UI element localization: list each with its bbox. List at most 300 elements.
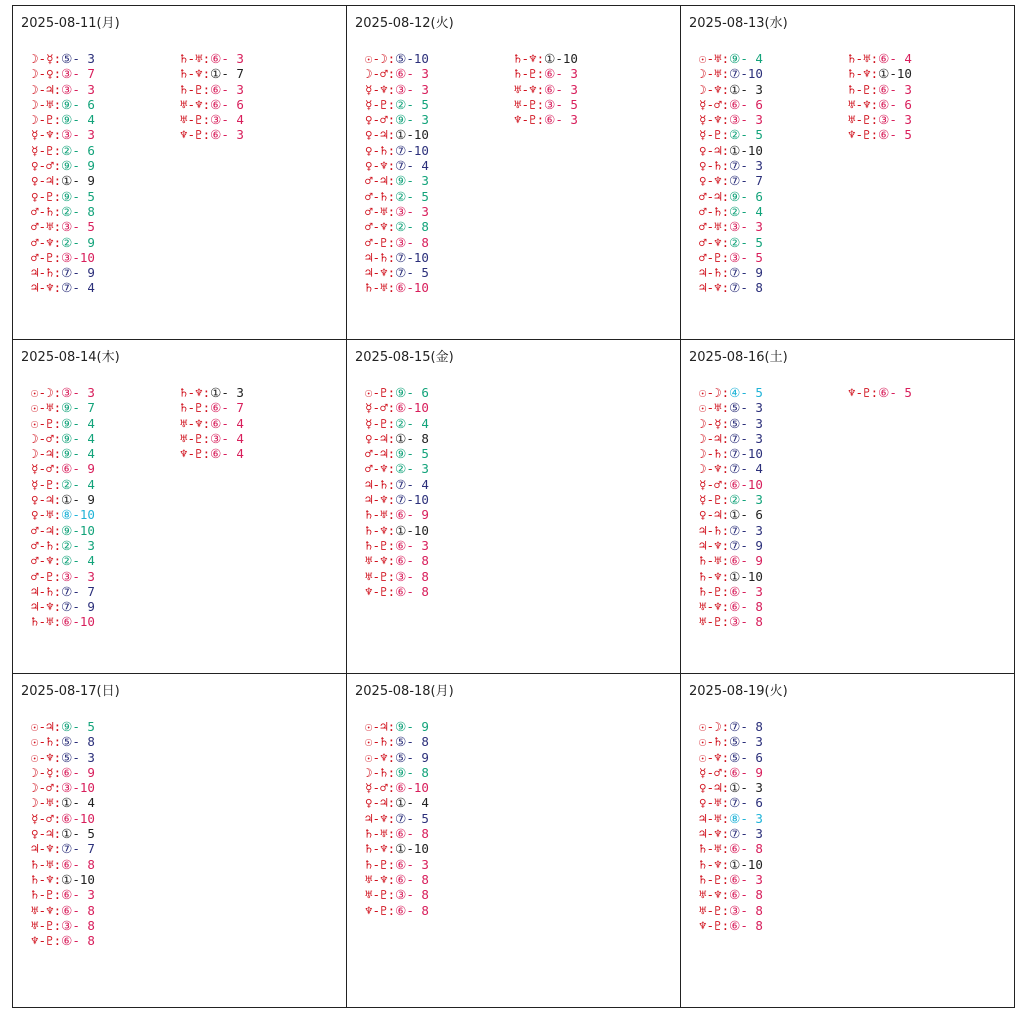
aspect-value: - 3	[555, 112, 578, 128]
planet-b: ♆	[529, 81, 537, 97]
aspect-symbol: ⑤	[61, 749, 73, 765]
aspect-value: - 3	[221, 385, 244, 400]
planet-a: ♂	[31, 219, 39, 235]
planet-b: ♆	[46, 127, 54, 143]
aspect-symbol: ⑦	[729, 461, 741, 477]
planet-b: ♂	[46, 810, 54, 826]
aspect-row: ♄-♆:①-10	[848, 66, 912, 82]
planet-a: ☽	[31, 81, 39, 97]
planet-b: ♅	[46, 795, 54, 811]
day-cell	[347, 6, 681, 340]
aspect-symbol: ⑥	[878, 96, 890, 112]
aspect-row: ♃-♆:⑦- 9	[699, 537, 763, 553]
planet-b: ♄	[46, 734, 54, 750]
aspect-row: ☽-♂:⑥- 3	[365, 66, 429, 82]
aspect-row: ☽-♄:⑦-10	[699, 446, 763, 462]
aspect-symbol: ⑦	[729, 173, 741, 189]
planet-b: ♆	[380, 219, 388, 235]
planet-a: ♀	[31, 158, 39, 174]
aspect-row: ♄-♆:①-10	[514, 51, 578, 66]
aspect-column-left	[699, 719, 763, 933]
planet-b: ♆	[714, 599, 722, 615]
aspect-row: ♄-♅:⑥-10	[31, 614, 95, 630]
planet-a: ♄	[180, 81, 188, 97]
aspect-symbol: ③	[395, 568, 407, 584]
aspect-value: - 9	[72, 599, 95, 615]
aspect-value: - 9	[740, 764, 763, 780]
aspect-row: ☿-♇:②- 5	[699, 127, 763, 143]
day-cell	[681, 340, 1015, 674]
day-date: 2025-08-15(金)	[355, 350, 454, 365]
aspect-row: ☿-♂:⑥-10	[365, 780, 429, 796]
aspect-value: - 3	[406, 203, 429, 219]
aspect-symbol: ⑦	[395, 142, 407, 158]
planet-b: ♆	[529, 51, 537, 66]
planet-b: ♆	[714, 81, 722, 97]
aspect-symbol: ⑤	[395, 734, 407, 750]
aspect-symbol: ③	[210, 112, 222, 128]
planet-a: ♄	[365, 507, 373, 523]
aspect-row: ☽-♃:⑦- 3	[699, 430, 763, 446]
planet-b: ♄	[46, 583, 54, 599]
planet-b: ♆	[195, 96, 203, 112]
aspect-symbol: ⑦	[729, 446, 741, 462]
planet-a: ♀	[699, 173, 707, 189]
planet-b: ♆	[714, 112, 722, 128]
planet-b: ♆	[863, 96, 871, 112]
planet-a: ♅	[365, 553, 373, 569]
aspect-row: ♀-♃:①- 5	[31, 826, 95, 842]
aspect-value: - 4	[72, 553, 95, 569]
aspect-value: - 3	[72, 568, 95, 584]
aspect-value: - 3	[406, 856, 429, 872]
aspect-row: ☉-♆:⑤- 3	[31, 749, 95, 765]
aspect-symbol: ⑨	[729, 51, 741, 66]
aspect-row: ♄-♆:①-10	[365, 841, 429, 857]
aspect-row: ♃-♆:⑦- 5	[365, 265, 429, 281]
aspect-value: -10	[406, 249, 429, 265]
planet-b: ♆	[46, 234, 54, 250]
aspect-symbol: ⑥	[395, 902, 407, 918]
aspect-row: ☉-♅:⑨- 7	[31, 400, 95, 416]
aspect-symbol: ③	[729, 112, 741, 128]
aspect-value: - 5	[740, 127, 763, 143]
aspect-value: - 8	[740, 599, 763, 615]
planet-b: ♂	[46, 780, 54, 796]
aspect-symbol: ③	[61, 780, 73, 796]
aspect-column-left	[31, 385, 95, 630]
aspect-row: ♀-♅:⑧-10	[31, 507, 95, 523]
aspect-value: - 8	[406, 871, 429, 887]
planet-a: ♂	[31, 249, 39, 265]
aspect-symbol: ⑥	[395, 856, 407, 872]
aspect-row: ☿-♇:②- 3	[699, 492, 763, 508]
planet-a: ♄	[699, 553, 707, 569]
planet-b: ♇	[714, 492, 722, 508]
planet-a: ♅	[31, 902, 39, 918]
aspect-value: - 8	[406, 826, 429, 842]
aspect-value: -10	[406, 400, 429, 416]
planet-a: ☉	[699, 719, 707, 734]
planet-a: ♆	[365, 583, 373, 599]
planet-b: ♆	[46, 280, 54, 296]
aspect-value: -10	[72, 507, 95, 523]
day-cell	[13, 6, 347, 340]
aspect-row: ♄-♅:⑥- 8	[699, 841, 763, 857]
aspect-value: - 6	[221, 96, 244, 112]
planet-a: ♃	[31, 265, 39, 281]
aspect-row: ☽-♆:⑦- 4	[699, 461, 763, 477]
aspect-symbol: ⑧	[729, 810, 741, 826]
day-cell	[681, 674, 1015, 1008]
aspect-value: - 3	[555, 66, 578, 82]
aspect-symbol: ⑨	[61, 430, 73, 446]
planet-b: ♇	[380, 234, 388, 250]
aspect-row: ♄-♆:①- 3	[180, 385, 244, 400]
aspect-symbol: ⑥	[395, 583, 407, 599]
planet-a: ♃	[699, 810, 707, 826]
aspect-value: - 5	[740, 385, 763, 400]
planet-b: ♂	[714, 764, 722, 780]
planet-b: ♆	[380, 265, 388, 281]
aspect-row: ☿-♂:⑥-10	[31, 810, 95, 826]
planet-a: ☿	[699, 112, 707, 128]
aspect-value: - 3	[72, 887, 95, 903]
aspect-row: ♂-♅:③- 5	[31, 219, 95, 235]
planet-a: ♀	[31, 188, 39, 204]
planet-a: ☉	[31, 385, 39, 400]
planet-a: ♄	[365, 856, 373, 872]
aspect-symbol: ②	[395, 219, 407, 235]
aspect-symbol: ②	[61, 234, 73, 250]
planet-a: ♄	[848, 66, 856, 82]
planet-b: ♇	[380, 856, 388, 872]
planet-b: ♅	[714, 400, 722, 416]
planet-a: ☽	[31, 112, 39, 128]
aspect-symbol: ②	[61, 537, 73, 553]
aspect-value: - 3	[740, 112, 763, 128]
planet-a: ♄	[514, 51, 522, 66]
aspect-value: - 9	[740, 553, 763, 569]
aspect-symbol: ①	[729, 81, 741, 97]
planet-b: ♆	[380, 749, 388, 765]
aspect-symbol: ⑥	[395, 537, 407, 553]
planet-a: ♀	[31, 826, 39, 842]
planet-b: ♇	[46, 887, 54, 903]
planet-a: ♅	[180, 96, 188, 112]
aspect-row: ♃-♅:⑧- 3	[699, 810, 763, 826]
aspect-value: - 5	[889, 385, 912, 400]
aspect-value: -10	[72, 780, 95, 796]
aspect-value: - 8	[406, 887, 429, 903]
aspect-row: ♅-♇:③- 4	[180, 430, 244, 446]
aspect-value: - 3	[740, 81, 763, 97]
aspect-symbol: ⑦	[61, 599, 73, 615]
planet-b: ♆	[380, 553, 388, 569]
aspect-symbol: ⑥	[210, 400, 222, 416]
planet-b: ♅	[380, 203, 388, 219]
aspect-value: - 6	[72, 142, 95, 158]
aspect-symbol: ⑦	[729, 826, 741, 842]
aspect-row: ♄-♇:⑥- 3	[848, 81, 912, 97]
aspect-value: - 9	[406, 719, 429, 734]
aspect-value: - 3	[740, 492, 763, 508]
aspect-value: - 7	[72, 400, 95, 416]
aspect-row: ♂-♆:②- 5	[699, 234, 763, 250]
aspect-symbol: ⑦	[61, 583, 73, 599]
aspect-symbol: ②	[395, 188, 407, 204]
planet-a: ☉	[699, 400, 707, 416]
aspect-row: ♀-♃:①- 8	[365, 430, 429, 446]
planet-b: ♃	[380, 173, 388, 189]
planet-a: ☽	[31, 780, 39, 796]
aspect-symbol: ②	[61, 203, 73, 219]
planet-a: ☽	[31, 430, 39, 446]
aspect-symbol: ③	[61, 66, 73, 82]
aspect-column-right	[180, 51, 244, 143]
aspect-row: ♂-♇:③- 3	[31, 568, 95, 584]
aspect-value: - 8	[740, 280, 763, 296]
aspect-symbol: ⑨	[61, 158, 73, 174]
planet-b: ♆	[714, 173, 722, 189]
aspect-row: ☿-♆:③- 3	[699, 112, 763, 128]
aspect-value: - 3	[72, 749, 95, 765]
aspect-row: ♆-♇:⑥- 3	[514, 112, 578, 128]
aspect-symbol: ③	[61, 81, 73, 97]
planet-b: ♇	[380, 887, 388, 903]
aspect-value: - 8	[72, 734, 95, 750]
aspect-row: ☽-♅:⑦-10	[699, 66, 763, 82]
aspect-symbol: ②	[729, 127, 741, 143]
planet-b: ♅	[863, 51, 871, 66]
planet-a: ☽	[699, 66, 707, 82]
aspect-row: ☽-♄:⑨- 8	[365, 764, 429, 780]
aspect-row: ♀-♆:⑦- 4	[365, 158, 429, 174]
planet-a: ♃	[31, 280, 39, 296]
planet-a: ☽	[699, 81, 707, 97]
aspect-row: ♅-♆:⑥- 8	[699, 887, 763, 903]
aspect-value: - 4	[406, 415, 429, 431]
aspect-value: - 7	[221, 66, 244, 82]
aspect-symbol: ①	[61, 795, 73, 811]
aspect-symbol: ⑥	[395, 826, 407, 842]
aspect-symbol: ⑥	[729, 764, 741, 780]
aspect-value: - 8	[406, 583, 429, 599]
planet-a: ♄	[31, 856, 39, 872]
aspect-symbol: ⑦	[729, 719, 741, 734]
aspect-symbol: ⑥	[544, 112, 556, 128]
planet-b: ♇	[46, 917, 54, 933]
aspect-row: ♄-♅:⑥- 4	[848, 51, 912, 66]
aspect-row: ♀-♃:①- 9	[31, 173, 95, 189]
planet-b: ♃	[46, 492, 54, 508]
planet-a: ♂	[31, 234, 39, 250]
planet-b: ♂	[46, 430, 54, 446]
aspect-row: ♄-♇:⑥- 3	[699, 871, 763, 887]
aspect-symbol: ③	[729, 219, 741, 235]
aspect-column-right	[848, 385, 912, 400]
planet-b: ♃	[380, 719, 388, 734]
planet-b: ♃	[714, 507, 722, 523]
aspect-row: ☽-♀:③- 7	[31, 66, 95, 82]
planet-b: ♇	[46, 112, 54, 128]
aspect-symbol: ⑥	[878, 385, 890, 400]
planet-a: ♀	[365, 158, 373, 174]
aspect-value: - 3	[740, 780, 763, 796]
aspect-symbol: ⑨	[395, 112, 407, 128]
aspect-symbol: ⑥	[210, 127, 222, 143]
aspect-symbol: ①	[729, 780, 741, 796]
aspect-row: ♃-♆:⑦- 4	[31, 280, 95, 296]
aspect-value: -10	[889, 66, 912, 82]
aspect-value: - 5	[406, 810, 429, 826]
aspect-symbol: ⑦	[395, 249, 407, 265]
planet-a: ♀	[365, 795, 373, 811]
planet-b: ♆	[46, 553, 54, 569]
aspect-symbol: ⑥	[395, 507, 407, 523]
aspect-symbol: ⑥	[729, 841, 741, 857]
aspect-symbol: ⑥	[729, 553, 741, 569]
planet-b: ♅	[714, 810, 722, 826]
aspect-row: ♂-♃:⑨- 6	[699, 188, 763, 204]
aspect-value: - 7	[221, 400, 244, 416]
aspect-row: ♂-♇:③- 8	[365, 234, 429, 250]
aspect-value: - 6	[740, 749, 763, 765]
planet-a: ☽	[31, 795, 39, 811]
aspect-symbol: ⑨	[61, 96, 73, 112]
planet-a: ♂	[365, 446, 373, 462]
planet-a: ♃	[31, 583, 39, 599]
aspect-value: -10	[406, 780, 429, 796]
aspect-row: ♃-♄:⑦- 4	[365, 476, 429, 492]
planet-b: ♇	[195, 81, 203, 97]
aspect-row: ☿-♂:⑥-10	[699, 476, 763, 492]
aspect-row: ♄-♆:①-10	[699, 568, 763, 584]
planet-a: ♀	[365, 142, 373, 158]
planet-a: ♅	[31, 917, 39, 933]
aspect-row: ☉-♃:⑨- 5	[31, 719, 95, 734]
aspect-row: ☽-☿:⑤- 3	[31, 51, 95, 66]
aspect-symbol: ⑦	[61, 280, 73, 296]
aspect-value: - 8	[740, 902, 763, 918]
aspect-row: ☿-♂:⑥-10	[365, 400, 429, 416]
planet-a: ♀	[699, 507, 707, 523]
planet-a: ♂	[31, 537, 39, 553]
planet-b: ♇	[380, 537, 388, 553]
aspect-value: - 4	[72, 446, 95, 462]
aspect-row: ☉-♄:⑤- 8	[365, 734, 429, 750]
aspect-row: ♄-♆:①-10	[31, 871, 95, 887]
aspect-value: - 3	[72, 537, 95, 553]
aspect-symbol: ⑥	[210, 51, 222, 66]
planet-a: ☉	[31, 415, 39, 431]
aspect-symbol: ⑥	[878, 127, 890, 143]
aspect-value: - 4	[406, 795, 429, 811]
planet-a: ♃	[699, 826, 707, 842]
planet-b: ♆	[714, 280, 722, 296]
aspect-value: - 3	[740, 871, 763, 887]
aspect-symbol: ⑦	[729, 430, 741, 446]
planet-a: ☽	[699, 430, 707, 446]
aspect-value: -10	[406, 142, 429, 158]
day-cell	[347, 674, 681, 1008]
planet-a: ♃	[31, 599, 39, 615]
aspect-symbol: ⑦	[395, 476, 407, 492]
planet-a: ☉	[699, 734, 707, 750]
aspect-row: ♅-♇:③- 8	[699, 614, 763, 630]
planet-b: ♂	[714, 476, 722, 492]
aspect-symbol: ③	[729, 249, 741, 265]
planet-b: ♆	[714, 234, 722, 250]
aspect-value: -10	[72, 810, 95, 826]
aspect-row: ♂-♃:⑨- 5	[365, 446, 429, 462]
planet-a: ♄	[365, 522, 373, 538]
planet-a: ♂	[365, 234, 373, 250]
planet-a: ♄	[180, 385, 188, 400]
planet-b: ♇	[46, 249, 54, 265]
day-date: 2025-08-11(月)	[21, 16, 120, 31]
aspect-row: ♆-♇:⑥- 3	[180, 127, 244, 143]
aspect-symbol: ⑦	[729, 280, 741, 296]
aspect-row: ♀-♃:①- 9	[31, 492, 95, 508]
aspect-value: -10	[406, 492, 429, 508]
day-cell	[347, 340, 681, 674]
planet-a: ♂	[31, 553, 39, 569]
planet-a: ☿	[699, 492, 707, 508]
planet-a: ☿	[365, 81, 373, 97]
aspect-symbol: ⑥	[61, 614, 73, 630]
planet-a: ☉	[31, 734, 39, 750]
planet-b: ☿	[46, 764, 54, 780]
planet-b: ♆	[380, 871, 388, 887]
planet-a: ♄	[31, 871, 39, 887]
planet-a: ☉	[31, 400, 39, 416]
aspect-row: ♄-♅:⑥- 9	[365, 507, 429, 523]
planet-b: ♇	[714, 127, 722, 143]
planet-a: ☽	[31, 764, 39, 780]
planet-a: ♃	[365, 492, 373, 508]
planet-a: ♆	[848, 385, 856, 400]
aspect-row: ♃-♆:⑦-10	[365, 492, 429, 508]
planet-b: ♇	[195, 400, 203, 416]
aspect-row: ♄-♇:⑥- 3	[365, 856, 429, 872]
aspect-row: ☉-☽:⑤-10	[365, 51, 429, 66]
planet-b: ♂	[380, 400, 388, 416]
planet-b: ♃	[380, 127, 388, 143]
aspect-value: - 3	[72, 127, 95, 143]
aspect-value: - 4	[221, 446, 244, 462]
aspect-row: ☽-♃:③- 3	[31, 81, 95, 97]
planet-b: ☽	[46, 385, 54, 400]
aspect-value: - 3	[740, 219, 763, 235]
aspect-value: - 7	[72, 66, 95, 82]
aspect-row: ♀-♄:⑦- 3	[699, 158, 763, 174]
aspect-value: -10	[740, 142, 763, 158]
aspect-value: - 9	[72, 461, 95, 477]
aspect-symbol: ⑥	[878, 81, 890, 97]
planet-a: ☿	[31, 127, 39, 143]
aspect-row: ♅-♇:③- 8	[31, 917, 95, 933]
planet-b: ♅	[714, 795, 722, 811]
planet-b: ♆	[380, 810, 388, 826]
aspect-row: ♆-♇:⑥- 5	[848, 385, 912, 400]
planet-a: ☿	[699, 96, 707, 112]
aspect-symbol: ⑥	[395, 400, 407, 416]
aspect-value: -10	[740, 856, 763, 872]
aspect-row: ♆-♇:⑥- 5	[848, 127, 912, 143]
planet-b: ♆	[46, 599, 54, 615]
planet-a: ♃	[699, 265, 707, 281]
